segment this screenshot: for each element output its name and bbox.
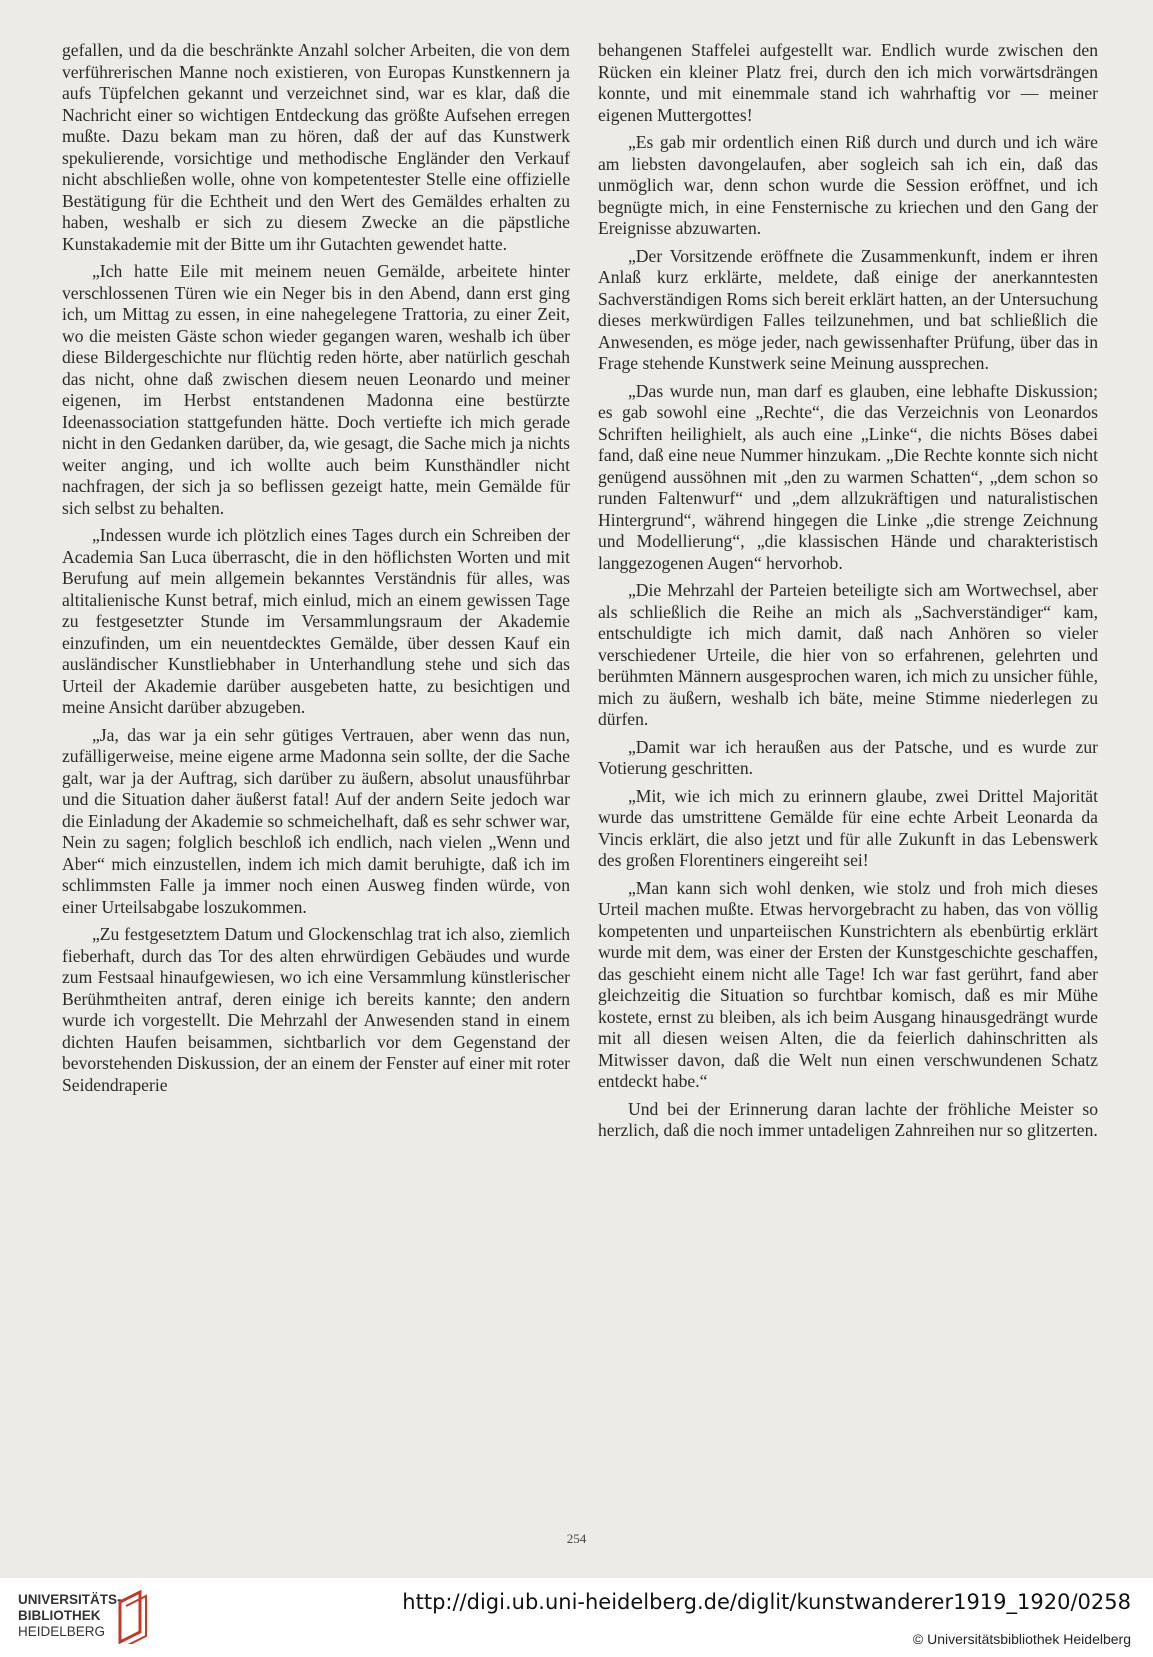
paragraph: „Damit war ich heraußen aus der Patsche, und es wurde zur Votierung geschritten. — [598, 736, 1098, 778]
paragraph: „Die Mehrzahl der Parteien beteiligte sich am Wortwechsel, aber als schließlich die Reihe an mich als „Sachverständiger“ kam, entschuldigte ich mich damit, daß nach Anhören so vieler verschiedener Urteile, die hier von so erfahrenen, gelehrten und berühmten Männern ausgesprochen waren, ich mich zu unsicher fühle, mich zu äußern, weshalb ich bäte, meine Stimme niederlegen zu dürfen. — [598, 580, 1098, 729]
text-column-right — [598, 40, 1098, 1148]
paragraph: „Der Vorsitzende eröffnete die Zusammenkunft, indem er ihren Anlaß kurz erklärte, meldete, daß einige der anerkanntesten Sachverständigen Roms sich bereit erklärt hatten, an der Untersuchung dieses merkwürdigen Falles teilzunehmen, und bat schließlich die Anwesenden, es möge jeder, nach gewissenhafter Prüfung, über das in Frage stehende Kunstwerk seine Meinung aussprechen. — [598, 245, 1098, 373]
paragraph: „Indessen wurde ich plötzlich eines Tages durch ein Schreiben der Academia San Luca überrascht, die in den höflichsten Worten und mit Berufung auf mein allgemein bekanntes Verständnis für alles, was altitalienische Kunst betraf, mich einlud, mich an einem gewissen Tage zu festgesetzter Stunde im Versammlungsraum der Akademie einzufinden, um ein neuentdecktes Gemälde, über dessen Kauf ein ausländischer Kunstliebhaber in Unterhandlung stehe und sich das Urteil der Akademie darüber ausgebeten hatte, zu besichtigen und meine Ansicht darüber abzugeben. — [62, 525, 570, 717]
paragraph: gefallen, und da die beschränkte Anzahl solcher Arbeiten, die von dem verführerischen Manne noch existieren, von Europas Kunstkennern ja aufs Tüpfelchen gekannt und verzeichnet sind, war es klar, daß die Nachricht einer so wichtigen Entdeckung das größte Aufsehen erregen mußte. Dazu bekam man zu hören, daß der auf das Kunstwerk spekulierende, vorsichtige und methodische Engländer den Verkauf nicht abschließen wolle, ohne von kompetentester Stelle eine offizielle Bestätigung für die Echtheit und den Wert des Gemäldes erhalten zu haben, weshalb er sich zu diesem Zwecke an die päpstliche Kunstakademie mit der Bitte um ihr Gutachten gewendet hatte. — [62, 40, 570, 254]
paragraph: „Mit, wie ich mich zu erinnern glaube, zwei Drittel Majorität wurde das umstrittene Gemälde für eine echte Arbeit Leonarda da Vincis erklärt, die also jetzt und für alle Zukunft in das Lebenswerk des großen Florentiners eingereiht sei! — [598, 785, 1098, 870]
paragraph: „Es gab mir ordentlich einen Riß durch und durch und ich wäre am liebsten davongelaufen, aber sogleich sah ich ein, daß das unmöglich war, denn schon wurde die Session eröffnet, und ich begnügte mich, in eine Fensternische zu kriechen und den Gang der Ereignisse abzuwarten. — [598, 132, 1098, 238]
library-name-line3: HEIDELBERG — [18, 1624, 106, 1639]
page-number: 254 — [566, 1531, 587, 1546]
paragraph: behangenen Staffelei aufgestellt war. Endlich wurde zwischen den Rücken ein kleiner Platz frei, durch den ich mich vorwärtsdrängen konnte, und mit einemmale stand ich wahrhaftig vor — meiner eigenen Muttergottes! — [598, 40, 1098, 125]
copyright-notice: © Universitätsbibliothek Heidelberg — [912, 1631, 1131, 1647]
paragraph: Und bei der Erinnerung daran lachte der fröhliche Meister so herzlich, daß die noch immer untadeligen Zahnreihen nur so glitzerten. — [598, 1098, 1098, 1140]
library-logo-icon — [114, 1588, 154, 1644]
library-logo-text — [18, 1592, 122, 1640]
source-url-link[interactable]: http://digi.ub.uni-heidelberg.de/diglit/kunstwanderer1919_1920/0258 — [402, 1590, 1131, 1614]
paragraph: „Zu festgesetztem Datum und Glockenschlag trat ich also, ziemlich fieberhaft, durch das Tor des alten ehrwürdigen Gebäudes und wurde zum Festsaal hinaufgewiesen, wo ich eine Versammlung künstlerischer Berühmtheiten antraf, deren einige ich bereits kannte; den andern wurde ich vorgestellt. Die Mehrzahl der Anwesenden stand in einem dichten Haufen beisammen, sichtbarlich vor dem Gegenstand der bevorstehenden Diskussion, der an einem der Fenster auf einer mit roter Seidendraperie — [62, 924, 570, 1095]
paragraph: „Ich hatte Eile mit meinem neuen Gemälde, arbeitete hinter verschlossenen Türen wie ein Neger bis in den Abend, dann erst ging ich, um Mittag zu essen, in eine nahegelegene Trattoria, zu einer Zeit, wo die meisten Gäste schon wieder gegangen waren, weshalb ich über diese Bildergeschichte nur flüchtig reden hörte, aber natürlich geschah das nicht, ohne daß zwischen diesem neuen Leonardo und meiner eigenen, im Herbst entstandenen Madonna eine bestürzte Ideenassociation stattgefunden hätte. Doch vertiefte ich mich gerade nicht in den Gedanken darüber, da, wie gesagt, die Sache mich ja nichts weiter anging, und ich wollte auch beim Kunsthändler nicht nachfragen, der sich ja so beflissen gezeigt hatte, mein Gemälde für sich selbst zu behalten. — [62, 261, 570, 518]
footer-bar — [0, 1578, 1153, 1657]
paragraph: „Man kann sich wohl denken, wie stolz und froh mich dieses Urteil machen mußte. Etwas hervorgebracht zu haben, das von völlig kompetenten und unparteiischen Kunstrichtern als ebenbürtig erklärt wurde mit dem, was einer der Ersten der Kunstgeschichte geschaffen, das geschieht einem nicht alle Tage! Ich war fast gerührt, fand aber gleichzeitig die Situation so furchtbar komisch, daß es mir Mühe kostete, ernst zu bleiben, als ich beim Ausgang hinausgedrängt wurde mit all diesen weisen Alten, die da feierlich dahinschritten als Mitwisser davon, daß die Welt nun einen verschwundenen Schatz entdeckt habe.“ — [598, 877, 1098, 1091]
text-column-left — [62, 40, 570, 1102]
paragraph: „Ja, das war ja ein sehr gütiges Vertrauen, aber wenn das nun, zufälligerweise, meine eigene arme Madonna sein sollte, der die Sache galt, war ja der Auftrag, sich darüber zu äußern, absolut unausführbar und die Situation daher äußerst fatal! Auf der andern Seite jedoch war die Einladung der Akademie so schmeichelhaft, daß es sehr schwer war, Nein zu sagen; folglich beschloß ich endlich, nach vielen „Wenn und Aber“ mich einzustellen, indem ich mich damit beruhigte, daß ich im schlimmsten Falle ja immer noch einen Ausweg finden würde, von einer Urteilsabgabe loszukommen. — [62, 724, 570, 917]
library-name-line1: UNIVERSITÄTS- — [18, 1592, 122, 1607]
library-name-line2: BIBLIOTHEK — [18, 1608, 101, 1623]
paragraph: „Das wurde nun, man darf es glauben, eine lebhafte Diskussion; es gab sowohl eine „Rechte“, die das Verzeichnis von Leonardos Schriften heilighielt, als auch eine „Linke“, die nichts Böses dabei fand, daß eine neue Nummer hinzukam. „Die Rechte konnte sich nicht genügend aussöhnen mit „den zu warmen Schatten“, „dem schon so runden Faltenwurf“ und „dem allzukräftigen und naturalistischen Hintergrund“, während hingegen die Linke „die strenge Zeichnung und Modellierung“, „die klassischen Hände und charakteristisch langgezogenen Augen“ hervorhob. — [598, 380, 1098, 573]
